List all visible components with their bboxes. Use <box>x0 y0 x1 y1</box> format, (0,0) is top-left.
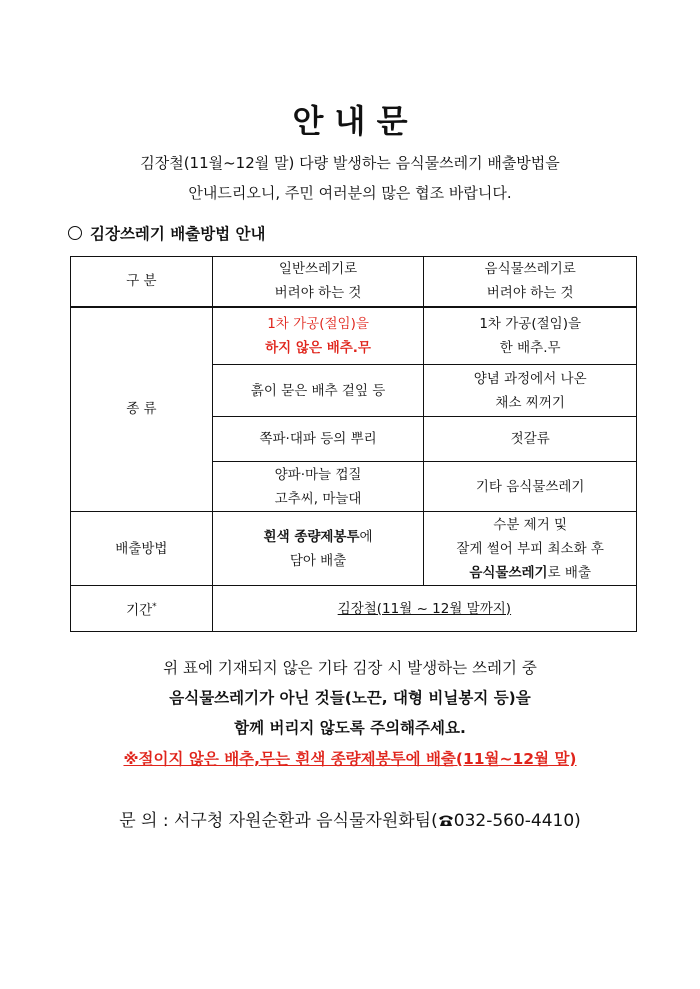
contact-line <box>0 806 700 831</box>
food-waste-cell: 기타 음식물쓰레기 <box>424 462 637 512</box>
food-waste-cell: 젓갈류 <box>424 417 637 462</box>
food-waste-cell: 양념 과정에서 나온 채소 찌꺼기 <box>424 365 637 417</box>
table-header-row <box>71 257 637 307</box>
general-waste-cell: 흙이 묻은 배추 겉잎 등 <box>212 365 424 417</box>
table-row <box>71 586 637 632</box>
general-waste-cell: 양파·마늘 껍질 고추씨, 마늘대 <box>212 462 424 512</box>
disposal-guide-table <box>70 256 637 632</box>
table-row <box>71 307 637 365</box>
intro-paragraph <box>0 148 700 208</box>
section-heading <box>68 222 266 244</box>
notice-line: 음식물쓰레기가 아닌 것들(노끈, 대형 비닐봉지 등)을 <box>169 689 531 707</box>
food-waste-cell: 1차 가공(절임)을 한 배추.무 <box>424 307 637 365</box>
notice-paragraph <box>0 653 700 743</box>
header-general-waste: 일반쓰레기로 버려야 하는 것 <box>212 257 424 307</box>
circle-bullet-icon <box>68 226 82 240</box>
contact-label: 문 의 : 서구청 자원순환과 음식물자원화팀( <box>119 811 438 831</box>
header-category: 구 분 <box>71 257 213 307</box>
intro-line: 김장철(11월~12월 말) 다량 발생하는 음식물쓰레기 배출방법을 <box>140 154 560 172</box>
page-title: 안 내 문 <box>292 102 408 140</box>
general-waste-cell: 쪽파·대파 등의 뿌리 <box>212 417 424 462</box>
telephone-icon <box>438 811 454 831</box>
header-food-waste: 음식물쓰레기로 버려야 하는 것 <box>424 257 637 307</box>
type-label-cell: 종 류 <box>71 307 213 512</box>
food-waste-cell: 수분 제거 및 잘게 썰어 부피 최소화 후 음식물쓰레기로 배출 <box>424 512 637 586</box>
period-label-cell: 기간* <box>71 586 213 632</box>
disposal-label-cell: 배출방법 <box>71 512 213 586</box>
intro-line: 안내드리오니, 주민 여러분의 많은 협조 바랍니다. <box>188 184 512 202</box>
period-value-cell: 김장철(11월 ~ 12월 말까지) <box>212 586 636 632</box>
notice-line: 위 표에 기재되지 않은 기타 김장 시 발생하는 쓰레기 중 <box>163 659 537 677</box>
notice-line: 함께 버리지 않도록 주의해주세요. <box>234 719 466 737</box>
general-waste-cell: 1차 가공(절임)을 하지 않은 배추.무 <box>212 307 424 365</box>
general-waste-cell: 흰색 종량제봉투에 담아 배출 <box>212 512 424 586</box>
table-row <box>71 512 637 586</box>
contact-phone: 032-560-4410) <box>453 811 581 831</box>
warning-text: ※절이지 않은 배추,무는 흰색 종량제봉투에 배출(11월~12월 말) <box>123 750 577 768</box>
section-heading-text: 김장쓰레기 배출방법 안내 <box>90 225 266 243</box>
